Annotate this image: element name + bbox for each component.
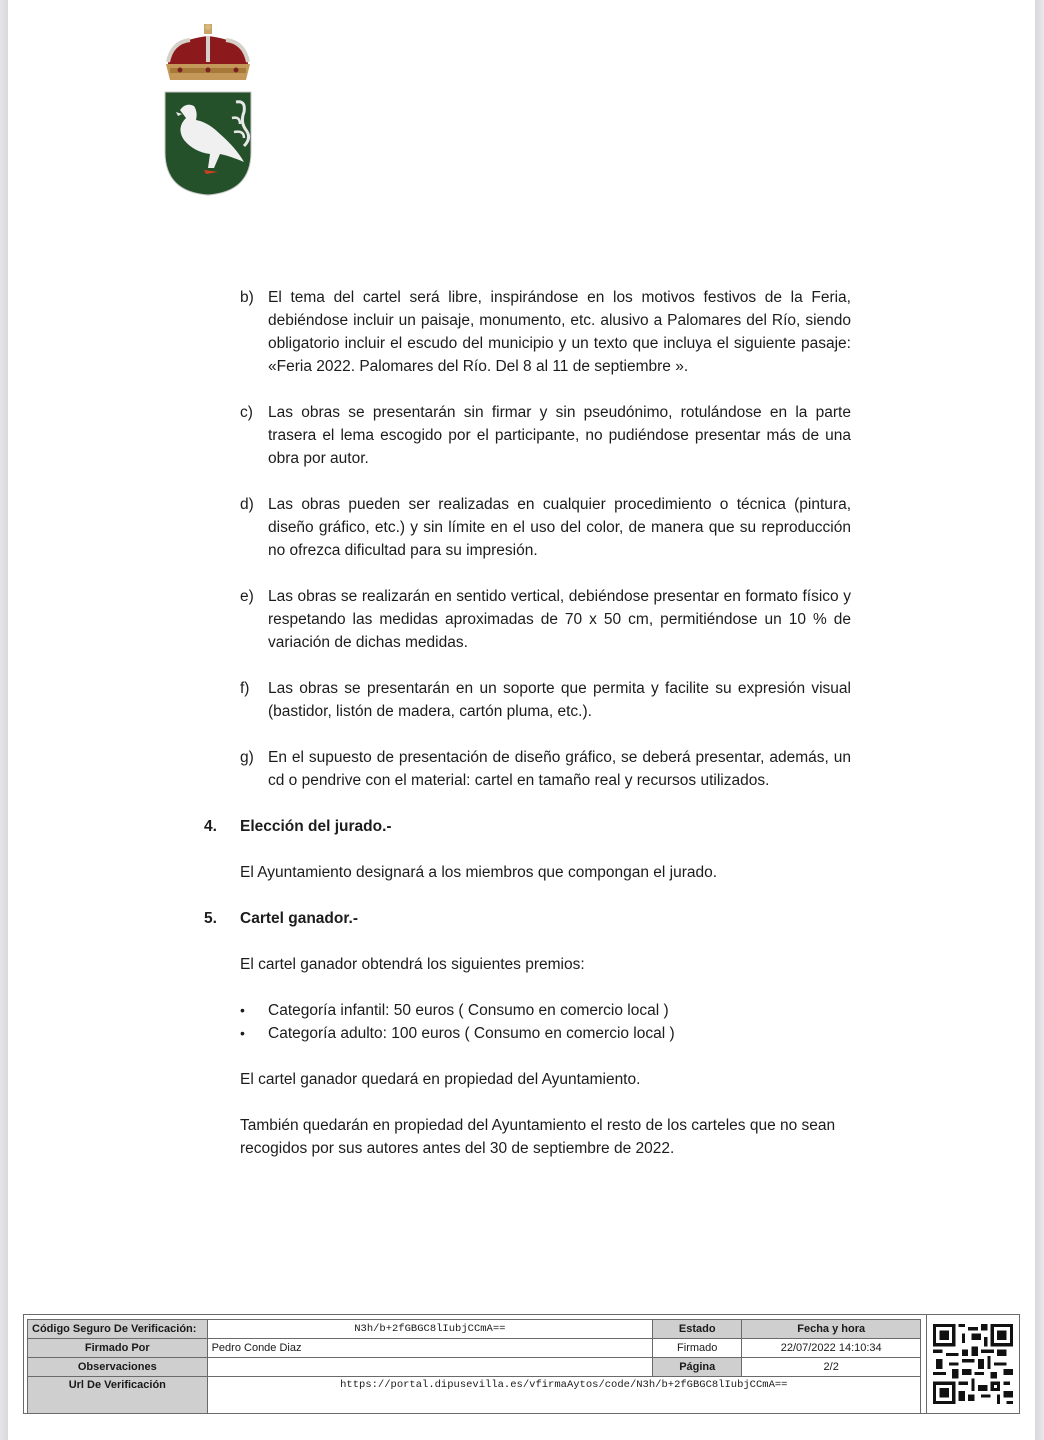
prize-item: [240, 999, 864, 1022]
page-left-edge: [0, 0, 8, 1440]
item-label: f): [240, 680, 250, 697]
item-label: d): [240, 496, 254, 513]
section-title: Cartel ganador.-: [240, 910, 358, 927]
observaciones-label: Observaciones: [28, 1358, 208, 1377]
section-4-text: El Ayuntamiento designará a los miembros que compongan el jurado.: [240, 864, 718, 881]
item-label: g): [240, 749, 254, 766]
bullet-icon: •: [240, 1025, 245, 1041]
item-text: Las obras se realizarán en sentido vertical, debiéndose presentar en formato físico y respetando las medidas aproximadas de 70 x 50 cm, permitiéndose un 10 % de variación de dichas medidas.: [268, 588, 851, 651]
section-title: Elección del jurado.-: [240, 818, 392, 835]
qr-code-container: [926, 1315, 1019, 1413]
pagina-label: Página: [653, 1358, 742, 1377]
item-text: En el supuesto de presentación de diseño gráfico, se deberá presentar, además, un cd o pendrive con el material: cartel en tamaño real y recursos utilizados.: [268, 749, 851, 789]
item-label: c): [240, 404, 253, 421]
item-text: Las obras se presentarán sin firmar y sin pseudónimo, rotulándose en la parte trasera el lema escogido por el participante, no pudiéndose presentar más de una obra por autor.: [268, 404, 851, 467]
qr-code-icon: [933, 1324, 1013, 1404]
item-text: Las obras pueden ser realizadas en cualquier procedimiento o técnica (pintura, diseño gráfico, etc.) y sin límite en el uso del color, de manera que su reproducción no ofrezca dificultad para su impresión.: [268, 496, 851, 559]
verification-url-link[interactable]: https://portal.dipusevilla.es/vfirmaAytos/code/N3h/b+2fGBGC8lIubjCCmA==: [207, 1377, 920, 1414]
section-5-para-1: El cartel ganador quedará en propiedad del Ayuntamiento.: [240, 1071, 641, 1088]
prize-text: Categoría infantil: 50 euros ( Consumo en comercio local ): [268, 1002, 669, 1019]
list-item-e: [240, 585, 864, 654]
list-item-g: [240, 746, 864, 792]
item-text: Las obras se presentarán en un soporte que permita y facilite su expresión visual (bastidor, listón de madera, cartón pluma, etc.).: [268, 680, 851, 720]
list-item-b: [240, 286, 864, 378]
bullet-icon: •: [240, 1002, 245, 1018]
firmado-por-label: Firmado Por: [28, 1339, 208, 1358]
fecha-value: 22/07/2022 14:10:34: [742, 1339, 921, 1358]
document-body: [204, 286, 864, 1183]
coat-of-arms-icon: [160, 22, 256, 198]
section-5-intro: El cartel ganador obtendrá los siguientes premios:: [240, 956, 585, 973]
crown-icon: [166, 24, 250, 80]
item-label: b): [240, 289, 254, 306]
signature-verification-box: [23, 1314, 1020, 1414]
fecha-label: Fecha y hora: [742, 1320, 921, 1339]
prize-text: Categoría adulto: 100 euros ( Consumo en comercio local ): [268, 1025, 675, 1042]
csv-value: N3h/b+2fGBGC8lIubjCCmA==: [207, 1320, 652, 1339]
item-label: e): [240, 588, 254, 605]
section-5-para-2: También quedarán en propiedad del Ayuntamiento el resto de los carteles que no sean recogidos por sus autores antes del 30 de septiembre de 2022.: [240, 1117, 836, 1157]
estado-label: Estado: [653, 1320, 742, 1339]
verification-table: [27, 1319, 921, 1414]
csv-label: Código Seguro De Verificación:: [28, 1320, 208, 1339]
list-item-c: [240, 401, 864, 470]
list-item-d: [240, 493, 864, 562]
item-text: El tema del cartel será libre, inspirándose en los motivos festivos de la Feria, debiéndose incluir un paisaje, monumento, etc. alusivo a Palomares del Río, siendo obligatorio incluir el escudo del municipio y un texto que incluya el siguiente pasaje: «Feria 2022. Palomares del Río. Del 8 al 11 de septiembre ».: [268, 289, 851, 375]
section-5-heading: [204, 907, 864, 930]
scrollbar-track[interactable]: [1035, 0, 1044, 1440]
prize-item: [240, 1022, 864, 1045]
list-item-f: [240, 677, 864, 723]
observaciones-value: [207, 1358, 652, 1377]
url-label: Url De Verificación: [28, 1377, 208, 1414]
estado-value: Firmado: [653, 1339, 742, 1358]
section-number: 4.: [204, 818, 217, 835]
prize-list: [240, 999, 864, 1045]
firmado-por-value: Pedro Conde Diaz: [207, 1339, 652, 1358]
section-number: 5.: [204, 910, 217, 927]
section-4-heading: [204, 815, 864, 838]
pagina-value: 2/2: [742, 1358, 921, 1377]
